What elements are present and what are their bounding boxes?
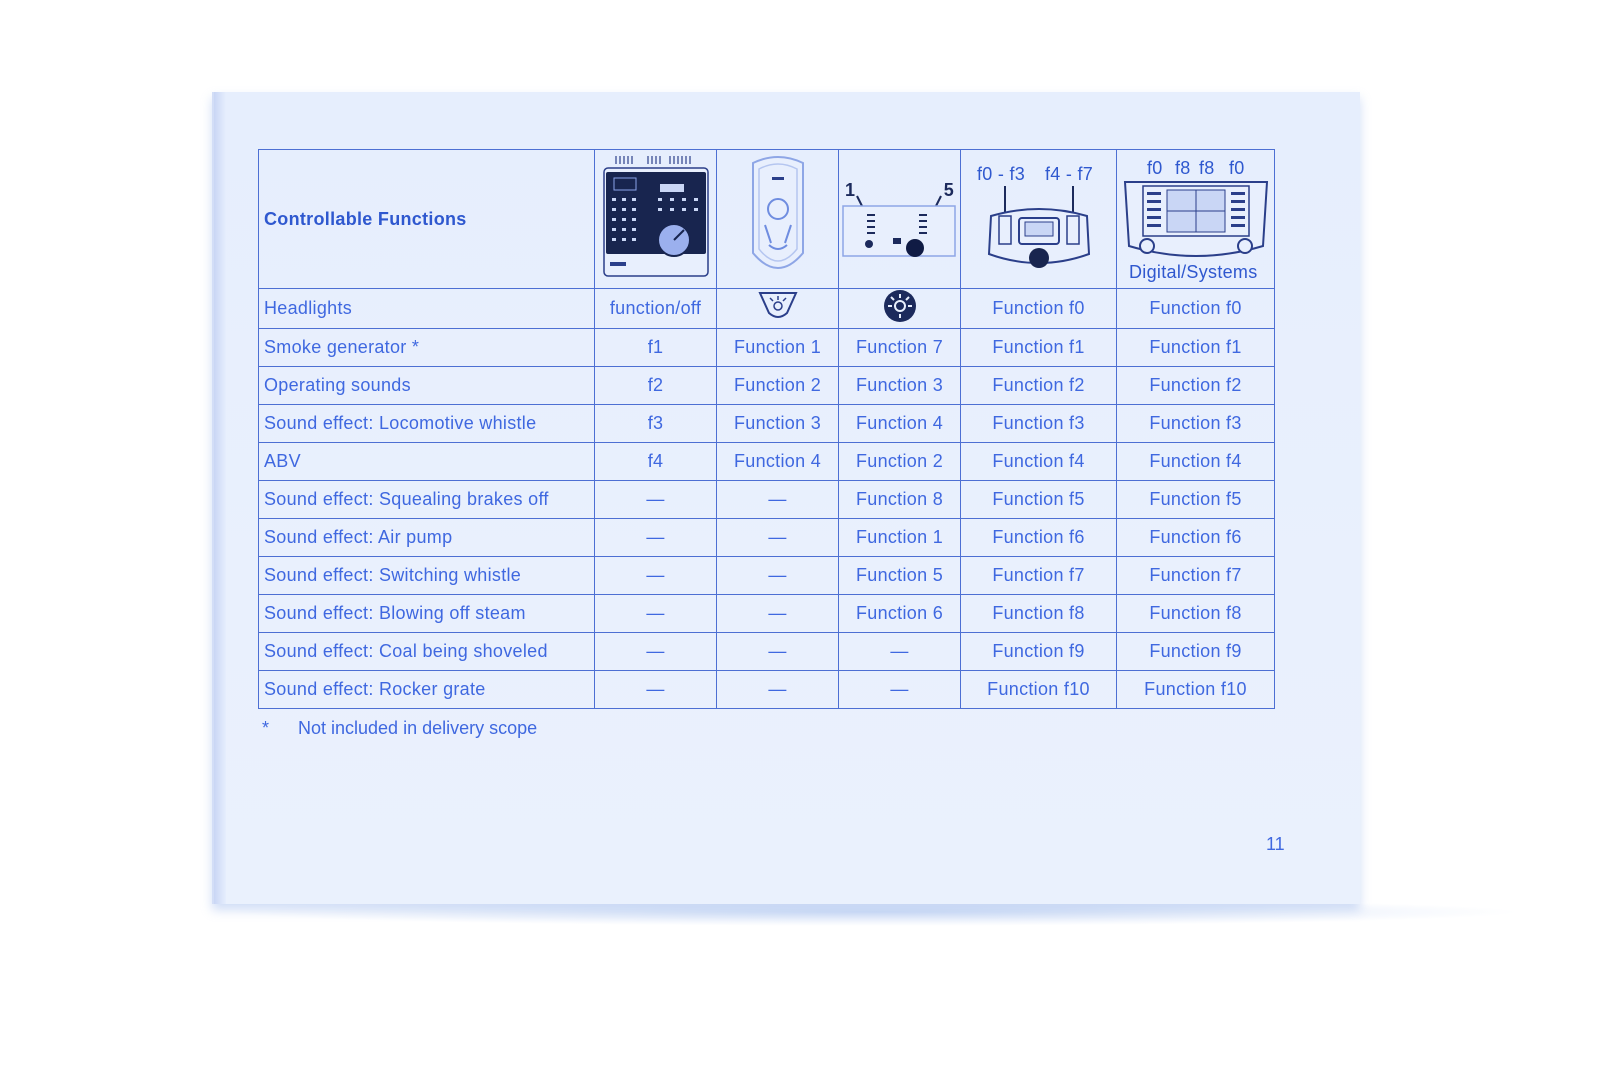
cell-handheld: — [717, 557, 839, 595]
cell-central-station: Function f7 [1117, 557, 1275, 595]
row-label: ABV [259, 443, 595, 481]
cell-control-unit: — [595, 671, 717, 709]
cell-control-unit: — [595, 595, 717, 633]
cell-mobile-station: Function 1 [839, 519, 961, 557]
cell-mobile-station-2: Function f5 [961, 481, 1117, 519]
cell-control-unit: f2 [595, 367, 717, 405]
cell-mobile-station-2: Function f1 [961, 329, 1117, 367]
cell-mobile-station-2: Function f0 [961, 289, 1117, 329]
mobile-station-label-5: 5 [943, 180, 954, 200]
footnote-marker: * [262, 718, 270, 738]
cell-handheld: Function 2 [717, 367, 839, 405]
footnote-text: Not included in delivery scope [298, 718, 538, 738]
page-number: 11 [1266, 834, 1285, 854]
row-label: Headlights [259, 289, 595, 329]
cell-mobile-station-2: Function f9 [961, 633, 1117, 671]
row-label: Smoke generator * [259, 329, 595, 367]
cell-handheld: Function 4 [717, 443, 839, 481]
table-row [259, 329, 1275, 367]
cell-central-station: Function f1 [1117, 329, 1275, 367]
table-row [259, 443, 1275, 481]
cell-mobile-station: Function 5 [839, 557, 961, 595]
mobile-station-header [839, 150, 961, 289]
cell-mobile-station-2: Function f2 [961, 367, 1117, 405]
page-spine [214, 92, 226, 904]
cell-handheld [717, 289, 839, 329]
central-station-icon-wrap [1117, 150, 1274, 288]
mobile-station-2-icon-wrap [961, 150, 1116, 288]
handheld-remote-header [717, 150, 839, 289]
cell-central-station: Function f8 [1117, 595, 1275, 633]
table-row [259, 481, 1275, 519]
cell-mobile-station: — [839, 671, 961, 709]
cell-control-unit: f1 [595, 329, 717, 367]
mobile-station-2-icon [961, 150, 1117, 288]
handheld-remote-icon [743, 153, 813, 281]
table-row [259, 289, 1275, 329]
central-label-f0-a: f0 [1147, 158, 1163, 178]
cell-central-station: Function f4 [1117, 443, 1275, 481]
table-row [259, 557, 1275, 595]
cell-mobile-station-2: Function f7 [961, 557, 1117, 595]
cell-central-station: Function f10 [1117, 671, 1275, 709]
cell-central-station: Function f0 [1117, 289, 1275, 329]
cell-central-station: Function f3 [1117, 405, 1275, 443]
footnote [262, 718, 537, 739]
light-symbol-icon [883, 289, 917, 323]
mobile-station-2-header [961, 150, 1117, 289]
row-label: Sound effect: Air pump [259, 519, 595, 557]
central-label-f0-b: f0 [1229, 158, 1245, 178]
central-label-f8-b: f8 [1199, 158, 1215, 178]
mobile-station-icon [839, 150, 959, 288]
digital-systems-label: Digital/Systems [1129, 262, 1258, 282]
cell-mobile-station-2: Function f8 [961, 595, 1117, 633]
cell-mobile-station-2: Function f4 [961, 443, 1117, 481]
mobile-station-label-1: 1 [845, 180, 856, 200]
cell-control-unit: f4 [595, 443, 717, 481]
table-row [259, 633, 1275, 671]
cell-handheld: — [717, 481, 839, 519]
central-station-header [1117, 150, 1275, 289]
cell-mobile-station: — [839, 633, 961, 671]
cell-central-station: Function f6 [1117, 519, 1275, 557]
row-label: Sound effect: Coal being shoveled [259, 633, 595, 671]
cell-mobile-station: Function 2 [839, 443, 961, 481]
cell-control-unit: f3 [595, 405, 717, 443]
manual-page [212, 92, 1360, 904]
row-label: Sound effect: Squealing brakes off [259, 481, 595, 519]
cell-mobile-station [839, 289, 961, 329]
control-unit-header [595, 150, 717, 289]
f0-f3-label: f0 - f3 [977, 164, 1026, 184]
cell-handheld: Function 3 [717, 405, 839, 443]
cell-handheld: — [717, 633, 839, 671]
cell-control-unit: — [595, 519, 717, 557]
table-row [259, 519, 1275, 557]
table-title: Controllable Functions [264, 208, 467, 229]
cell-handheld: Function 1 [717, 329, 839, 367]
cell-mobile-station: Function 8 [839, 481, 961, 519]
cell-mobile-station-2: Function f3 [961, 405, 1117, 443]
row-label: Sound effect: Locomotive whistle [259, 405, 595, 443]
row-label: Sound effect: Blowing off steam [259, 595, 595, 633]
table-row [259, 405, 1275, 443]
mobile-station-icon-wrap [839, 150, 960, 288]
cell-central-station: Function f9 [1117, 633, 1275, 671]
headlight-symbol-icon [757, 289, 799, 323]
row-label: Operating sounds [259, 367, 595, 405]
cell-mobile-station-2: Function f10 [961, 671, 1117, 709]
table-row [259, 367, 1275, 405]
cell-control-unit: — [595, 481, 717, 519]
control-unit-icon [600, 154, 712, 280]
cell-mobile-station-2: Function f6 [961, 519, 1117, 557]
cell-central-station: Function f5 [1117, 481, 1275, 519]
cell-handheld: — [717, 519, 839, 557]
cell-mobile-station: Function 4 [839, 405, 961, 443]
cell-control-unit: — [595, 633, 717, 671]
table-header-row [259, 150, 1275, 289]
cell-control-unit: function/off [595, 289, 717, 329]
controllable-functions-table [258, 149, 1275, 709]
central-label-f8-a: f8 [1175, 158, 1191, 178]
cell-mobile-station: Function 3 [839, 367, 961, 405]
cell-central-station: Function f2 [1117, 367, 1275, 405]
table-row [259, 595, 1275, 633]
cell-mobile-station: Function 7 [839, 329, 961, 367]
row-label: Sound effect: Rocker grate [259, 671, 595, 709]
table-title-cell [259, 150, 595, 289]
cell-control-unit: — [595, 557, 717, 595]
f4-f7-label: f4 - f7 [1045, 164, 1094, 184]
cell-mobile-station: Function 6 [839, 595, 961, 633]
cell-handheld: — [717, 671, 839, 709]
row-label: Sound effect: Switching whistle [259, 557, 595, 595]
cell-handheld: — [717, 595, 839, 633]
table-row [259, 671, 1275, 709]
